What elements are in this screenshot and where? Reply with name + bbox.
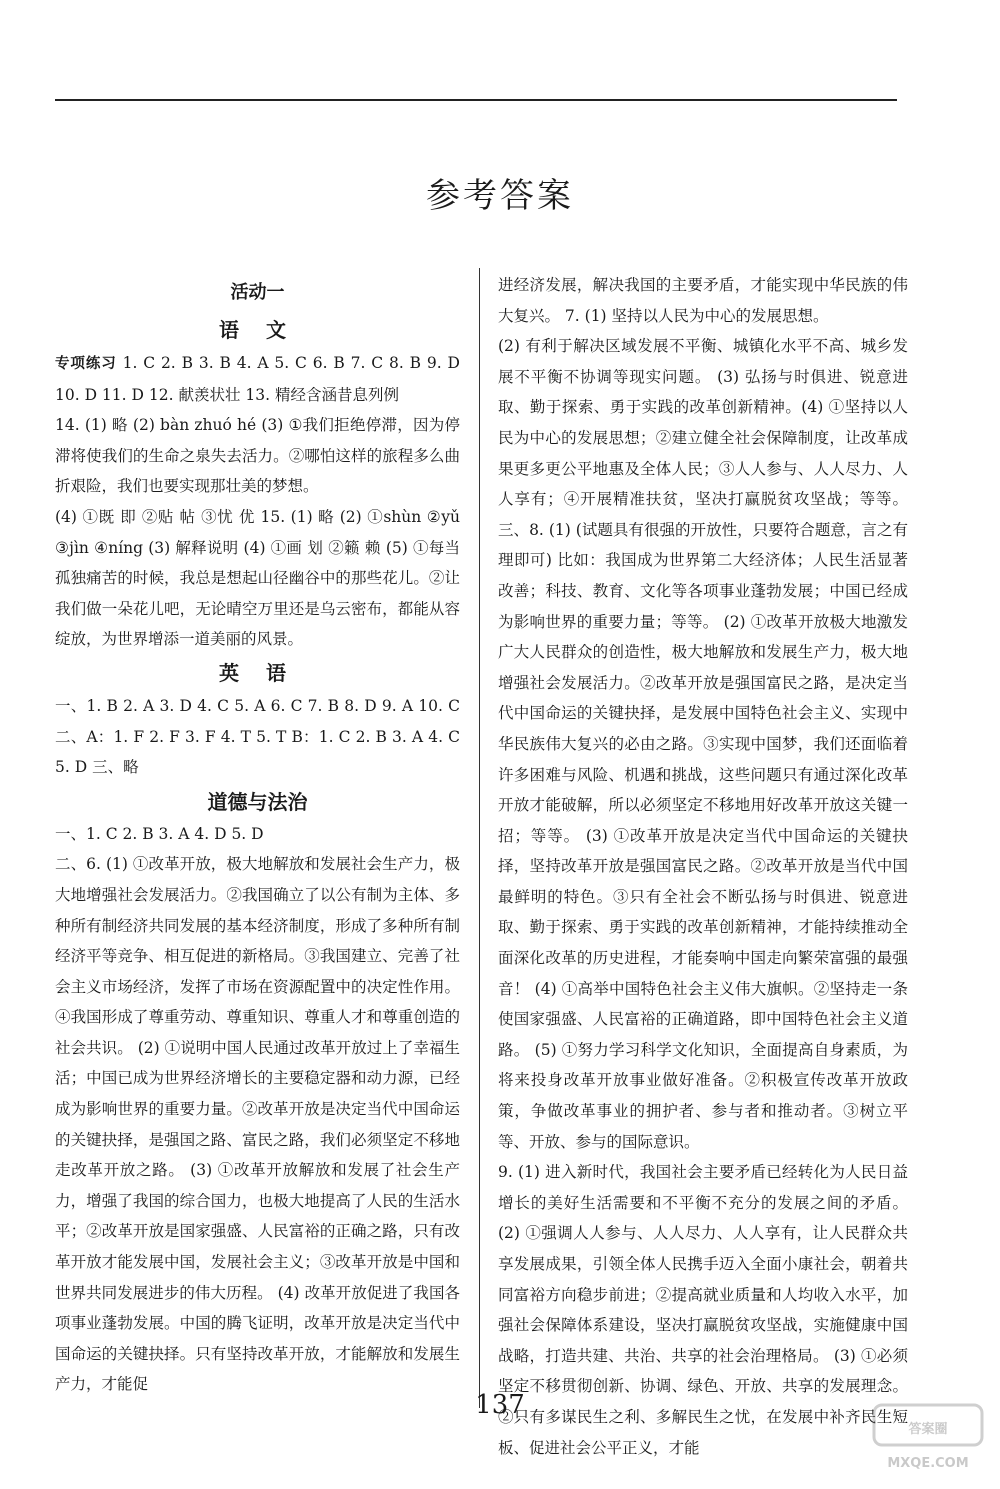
page-number: 137 — [475, 1390, 525, 1420]
chinese-answers-3: (4) ①既 即 ②贴 帖 ③忧 优 15. (1) 略 (2) ①shùn ②yǔ ③jìn ④níng (3) 解释说明 (4) ①画 划 ②籁 赖 (5) ①每当孤独痛苦的时候，我总是想起山径幽谷中的那些花儿。②让我们做一朵花儿吧，无论晴空万里还是乌云密布，都能从容绽放，为世界增添一道美丽的风景。 — [55, 507, 460, 649]
chinese-answers-1-text: 1. C 2. B 3. B 4. A 5. C 6. B 7. C 8. B 9. D 10. D 11. D 12. 献羡状壮 13. 精经含涵昔息列例 — [55, 354, 460, 404]
chinese-answers-2: 14. (1) 略 (2) bàn zhuó hé (3) ①我们拒绝停滞，因为停滞将使我们的生命之泉失去活力。②哪怕这样的旅程多么曲折艰险，我们也要实现那壮美的梦想。 — [55, 416, 460, 496]
practice-label: 专项练习 — [55, 356, 117, 372]
right-answers-3: 9. (1) 进入新时代，我国社会主要矛盾已经转化为人民日益增长的美好生活需要和不平衡不充分的发展之间的矛盾。 (2) ①强调人人参与、人人尽力、人人享有，让人民群众共享发展成果，引领全体人民携手迈入全面小康社会，朝着共同富裕方向稳步前进；②提高就业质量和人均收入水平，加强社会保障体系建设，坚决打赢脱贫攻坚战，实施健康中国战略，打造共建、共治、共享的社会治理格局。 (3) ①必须坚定不移贯彻创新、协调、绿色、开放、共享的发展理念。②只有多谋民生之利、多解民生之忧，在发展中补齐民生短板、促进社会公平正义，才能 — [498, 1163, 908, 1457]
right-answers-2: (2) 有利于解决区域发展不平衡、城镇化水平不高、城乡发展不平衡不协调等现实问题。 (3) 弘扬与时俱进、锐意进取、勤于探索、勇于实践的改革创新精神。(4) ①坚持以人民为中心的发展思想；②建立健全社会保障制度，让改革成果更多更公平地惠及全体人民；③人人参与、人人尽力、人人享有；④开展精准扶贫，坚决打赢脱贫攻坚战；等等。 三、8. (1) (试题具有很强的开放性，只要符合题意，言之有理即可) 比如：我国成为世界第二大经济体；人民生活显著改善；科技、教育、文化等各项事业蓬勃发展；中国已经成为影响世界的重要力量；等等。 (2) ①改革开放极大地激发广大人民群众的创造性，极大地解放和发展生产力，极大地增强社会发展活力。②改革开放是强国富民之路，是决定当代中国命运的关键抉择，是发展中国特色社会主义、实现中华民族伟大复兴的必由之路。③实现中国梦，我们还面临着许多困难与风险、机遇和挑战，这些问题只有通过深化改革开放才能破解，所以必须坚定不移地用好改革开放这关键一招；等等。 (3) ①改革开放是决定当代中国命运的关键抉择，坚持改革开放是强国富民之路。②改革开放是当代中国最鲜明的特色。③只有全社会不断弘扬与时俱进、锐意进取、勤于探索、勇于实践的改革创新精神，才能持续推动全面深化改革的历史进程，才能奏响中国走向繁荣富强的最强音！ (4) ①高举中国特色社会主义伟大旗帜。②坚持走一条使国家强盛、人民富裕的正确道路，即中国特色社会主义道路。 (5) ①努力学习科学文化知识，全面提高自身素质，为将来投身改革开放事业做好准备。②积极宣传改革开放政策，争做改革事业的拥护者、参与者和推动者。③树立平等、开放、参与的国际意识。 — [498, 337, 908, 1151]
column-divider — [479, 268, 480, 1408]
morality-answers-1: 一、1. C 2. B 3. A 4. D 5. D — [55, 824, 264, 843]
right-column — [498, 270, 908, 1463]
watermark-logo — [868, 1397, 988, 1477]
left-column — [55, 270, 460, 1400]
english-answers: 一、1. B 2. A 3. D 4. C 5. A 6. C 7. B 8. D 9. A 10. C 二、A：1. F 2. F 3. F 4. T 5. T B：1. C 2. B 3. A 4. C 5. D 三、略 — [55, 696, 460, 777]
top-rule — [55, 99, 897, 101]
chinese-heading: 语 文 — [219, 318, 296, 342]
activity-heading: 活动一 — [230, 282, 285, 303]
chinese-answers-1 — [55, 348, 460, 410]
morality-heading: 道德与法治 — [207, 789, 308, 814]
page-title: 参考答案 — [426, 176, 574, 216]
svg-text:MXQE.COM: MXQE.COM — [887, 1456, 969, 1471]
morality-answers-2: 二、6. (1) ①改革开放，极大地解放和发展社会生产力，极大地增强社会发展活力。②我国确立了以公有制为主体、多种所有制经济共同发展的基本经济制度，形成了多种所有制经济平等竞争、相互促进的新格局。③我国建立、完善了社会主义市场经济，发挥了市场在资源配置中的决定性作用。④我国形成了尊重劳动、尊重知识、尊重人才和尊重创造的社会共识。 (2) ①说明中国人民通过改革开放过上了幸福生活；中国已成为世界经济增长的主要稳定器和动力源，已经成为影响世界的重要力量。②改革开放是决定当代中国命运的关键抉择，是强国之路、富民之路，我们必须坚定不移地走改革开放之路。 (3) ①改革开放解放和发展了社会生产力，增强了我国的综合国力，也极大地提高了人民的生活水平；②改革开放是国家强盛、人民富裕的正确之路，只有改革开放才能发展中国，发展社会主义；③改革开放是中国和世界共同发展进步的伟大历程。 (4) 改革开放促进了我国各项事业蓬勃发展。中国的腾飞证明，改革开放是决定当代中国命运的关键抉择。只有坚持改革开放，才能解放和发展生产力，才能促 — [55, 855, 460, 1394]
right-answers-1: 进经济发展，解决我国的主要矛盾，才能实现中华民族的伟大复兴。 7. (1) 坚持以人民为中心的发展思想。 — [498, 276, 908, 325]
svg-text:答案圈: 答案圈 — [908, 1422, 948, 1437]
english-heading: 英 语 — [219, 660, 296, 685]
